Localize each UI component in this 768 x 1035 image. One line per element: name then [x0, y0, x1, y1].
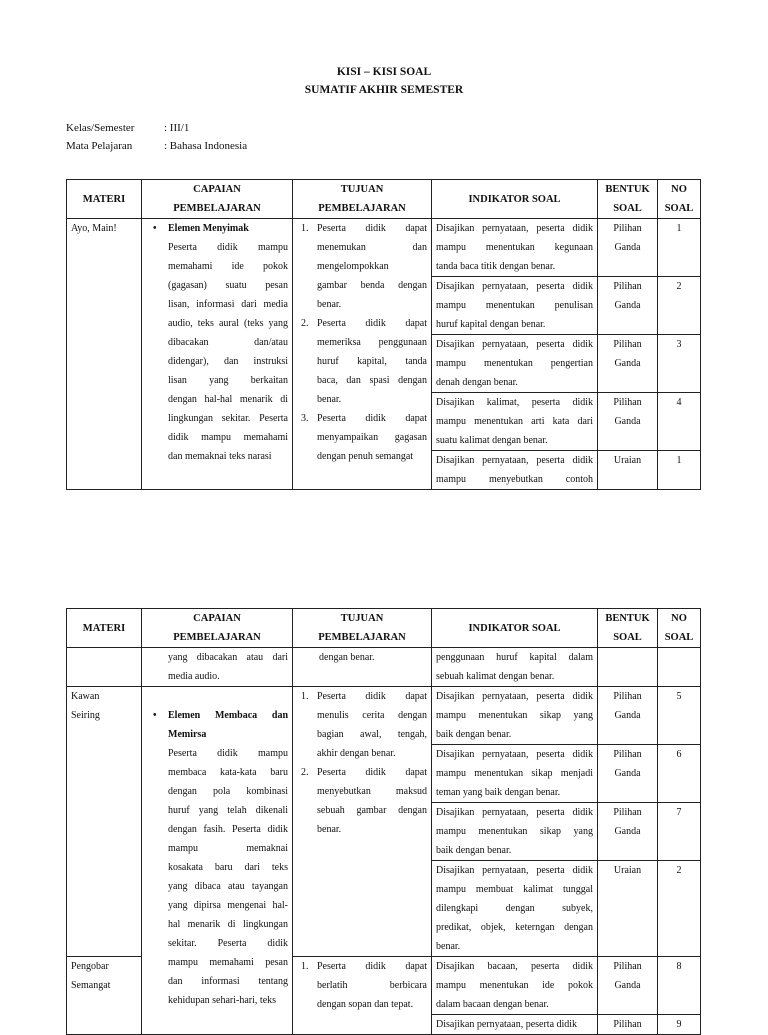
mapel-label: Mata Pelajaran [66, 140, 133, 152]
bentuk-line: Pilihan [613, 223, 642, 234]
col-tujuan-2: PEMBELAJARAN [318, 632, 406, 643]
kisi-table-1 [66, 179, 701, 490]
bentuk-line: Pilihan [613, 339, 642, 350]
col-capaian-1: CAPAIAN [193, 184, 241, 195]
indikator-line: mampu menentukan ide pokok [436, 980, 593, 991]
capaian-heading-line: Memirsa [168, 729, 207, 740]
bentuk-line: Pilihan [613, 691, 642, 702]
materi-cell: Ayo, Main! [67, 219, 142, 490]
capaian-text [146, 238, 288, 466]
capaian-line: Peserta didik mampu [168, 242, 288, 253]
col-capaian-2: PEMBELAJARAN [173, 632, 261, 643]
col-no-1: NO [671, 613, 687, 624]
indikator-item [432, 687, 597, 744]
capaian-heading [146, 706, 288, 744]
bentuk-item [598, 802, 657, 860]
bentuk-item [598, 744, 657, 802]
col-capaian [142, 180, 293, 219]
no-cell [658, 648, 701, 687]
materi-cell [67, 648, 142, 687]
col-indikator: INDIKATOR SOAL [432, 609, 598, 648]
tujuan-line: benar. [317, 394, 342, 405]
col-no-2: SOAL [664, 203, 694, 214]
tujuan-line: dengan benar. [319, 652, 375, 663]
indikator-cell [432, 957, 598, 1035]
table-header-row [67, 180, 701, 219]
bentuk-line: Ganda [614, 242, 641, 253]
capaian-line: lisan, informasi dari media [168, 299, 288, 310]
tujuan-item [297, 687, 427, 763]
tujuan-line: benar. [317, 824, 342, 835]
bentuk-line: Uraian [613, 865, 642, 876]
no-list [658, 957, 700, 1034]
indikator-line: mampu menyebutkan contoh [436, 474, 593, 485]
indikator-item [432, 334, 597, 392]
tujuan-line: berlatih berbicara [317, 980, 427, 991]
tujuan-number: 2. [301, 767, 309, 778]
bentuk-line: Ganda [614, 980, 641, 991]
indikator-item [432, 219, 597, 276]
materi-line: Pengobar [71, 961, 109, 972]
indikator-line: Disajikan pernyataan, peserta didik [436, 749, 593, 760]
table-row [67, 687, 701, 957]
indikator-list [432, 219, 597, 489]
tujuan-line: mengelompokkan [317, 261, 389, 272]
bentuk-list [598, 687, 657, 956]
indikator-line: denah dengan benar. [436, 377, 518, 388]
mapel-value: : Bahasa Indonesia [164, 140, 248, 152]
capaian-text [146, 744, 288, 1010]
tujuan-line: memeriksa penggunaan [317, 337, 427, 348]
indikator-line: baik dengan benar. [436, 729, 512, 740]
tujuan-line: dengan penuh semangat [317, 451, 414, 462]
indikator-line: mampu menentukan kegunaan [436, 242, 593, 253]
indikator-line: Disajikan pernyataan, peserta didik [436, 455, 593, 466]
tujuan-line: gambar benda dengan [317, 280, 427, 291]
col-no [658, 609, 701, 648]
info-kelas [66, 122, 189, 134]
no-item: 3 [658, 334, 700, 392]
indikator-line: Disajikan pernyataan, peserta didik [436, 281, 593, 292]
col-tujuan-1: TUJUAN [340, 184, 384, 195]
col-bentuk-1: BENTUK [605, 613, 650, 624]
info-mapel [66, 140, 247, 152]
indikator-item [432, 802, 597, 860]
col-bentuk [598, 180, 658, 219]
no-item: 8 [676, 961, 682, 972]
bentuk-list [598, 957, 657, 1034]
capaian-line: (gagasan) suatu pesan [168, 280, 288, 291]
no-cell [658, 687, 701, 957]
capaian-line: membaca kata-kata baru [168, 767, 288, 778]
no-item: 1 [658, 450, 700, 489]
tujuan-item [297, 314, 427, 409]
no-item: 7 [658, 802, 700, 860]
col-capaian [142, 609, 293, 648]
bentuk-cell [598, 687, 658, 957]
tujuan-line: menyampaikan gagasan [317, 432, 427, 443]
bentuk-line: Ganda [614, 416, 641, 427]
capaian-line: kehidupan sehari-hari, teks [168, 995, 277, 1006]
tujuan-line: akhir dengan benar. [317, 748, 396, 759]
bentuk-item [598, 392, 657, 450]
indikator-item [432, 957, 597, 1014]
bentuk-line: Pilihan [613, 807, 642, 818]
capaian-line: kosakata baru dari teks [168, 862, 288, 873]
tujuan-line: bagian awal, tengah, [317, 729, 427, 740]
tujuan-number: 2. [301, 318, 309, 329]
tujuan-line: sebuah gambar dengan [317, 805, 427, 816]
indikator-item [432, 860, 597, 956]
materi-line: Semangat [71, 980, 111, 991]
capaian-line: hal menarik di lingkungan [168, 919, 288, 930]
tujuan-line: Peserta didik dapat [317, 413, 427, 424]
tujuan-line: Peserta didik dapat [317, 318, 427, 329]
indikator-line: Disajikan pernyataan, peserta didik [436, 865, 593, 876]
indikator-line: Disajikan pernyataan, peserta didik [436, 807, 593, 818]
bentuk-item [598, 334, 657, 392]
indikator-cell [432, 648, 598, 687]
indikator-line: mampu menentukan penulisan [436, 300, 593, 311]
bentuk-line: Uraian [613, 455, 642, 466]
kelas-value: : III/1 [164, 122, 190, 134]
indikator-list [432, 957, 597, 1034]
bentuk-item [598, 450, 657, 489]
capaian-cell [142, 687, 293, 1035]
tujuan-line: dengan sopan dan tepat. [317, 999, 414, 1010]
indikator-line: suatu kalimat dengan benar. [436, 435, 548, 446]
materi-cell [67, 957, 142, 1035]
no-item: 2 [658, 860, 700, 956]
bentuk-item [598, 687, 657, 744]
tujuan-item [297, 763, 427, 839]
indikator-cell [432, 687, 598, 957]
indikator-line: Disajikan pernyataan, peserta didik [436, 1019, 578, 1030]
bentuk-list [598, 219, 657, 489]
col-materi: MATERI [67, 180, 142, 219]
tujuan-cell [293, 219, 432, 490]
capaian-line: mampu memaknai [168, 843, 288, 854]
bentuk-cell [598, 648, 658, 687]
col-capaian-1: CAPAIAN [193, 613, 241, 624]
col-no-1: NO [671, 184, 687, 195]
bentuk-line: Pilihan [613, 961, 642, 972]
col-tujuan [293, 180, 432, 219]
tujuan-number: 1. [301, 223, 309, 234]
materi-cell [67, 687, 142, 957]
capaian-line: huruf yang telah dikenali [168, 805, 288, 816]
capaian-line: yang dibaca atau tayangan [168, 881, 288, 892]
capaian-line: dengan pola kombinasi [168, 786, 288, 797]
col-bentuk-2: SOAL [613, 632, 642, 643]
tujuan-number: 3. [301, 413, 309, 424]
kelas-label: Kelas/Semester [66, 122, 135, 134]
capaian-line: lisan yang berkaitan [168, 375, 288, 386]
indikator-line: penggunaan huruf kapital dalam [436, 652, 593, 663]
tujuan-line: Peserta didik dapat [317, 767, 427, 778]
capaian-line: sekitar. Peserta didik [168, 938, 288, 949]
table-row [67, 648, 701, 687]
indikator-line: dalam bacaan dengan benar. [436, 999, 549, 1010]
indikator-item [432, 450, 597, 489]
bentuk-item [598, 276, 657, 334]
capaian-line: audio, teks aural (teks yang [168, 318, 288, 329]
tujuan-line: menemukan dan [317, 242, 427, 253]
tujuan-cell [293, 957, 432, 1035]
capaian-line: didik mampu memahami [168, 432, 288, 443]
capaian-line: dan informasi tentang [168, 976, 288, 987]
indikator-line: teman yang baik dengan benar. [436, 787, 561, 798]
indikator-item [432, 276, 597, 334]
tujuan-item [297, 219, 427, 314]
col-no-2: SOAL [664, 632, 694, 643]
tujuan-line: menyebutkan maksud [317, 786, 427, 797]
capaian-line: didengar), dan instruksi [168, 356, 288, 367]
doc-subtitle: SUMATIF AKHIR SEMESTER [304, 84, 464, 96]
indikator-line: benar. [436, 941, 461, 952]
bentuk-line: Ganda [614, 300, 641, 311]
no-cell [658, 219, 701, 490]
tujuan-line: Peserta didik dapat [317, 691, 427, 702]
col-no [658, 180, 701, 219]
indikator-line: Disajikan kalimat, peserta didik [436, 397, 593, 408]
bentuk-line: Pilihan [613, 1019, 642, 1030]
indikator-item [432, 1014, 597, 1034]
capaian-line: lingkungan sekitar. Peserta [168, 413, 288, 424]
capaian-line: dengan hal-hal menarik di [168, 394, 288, 405]
indikator-line: huruf kapital dengan benar. [436, 319, 546, 330]
capaian-line: yang dibacakan atau dari [168, 652, 288, 663]
capaian-line: dengan fasih. Peserta didik [168, 824, 288, 835]
bentuk-item [598, 957, 657, 1014]
col-materi: MATERI [67, 609, 142, 648]
col-tujuan [293, 609, 432, 648]
capaian-heading-line: • Elemen Membaca dan [168, 710, 288, 721]
indikator-line: mampu menentukan sikap yang [436, 710, 593, 721]
capaian-line: Peserta didik mampu [168, 748, 288, 759]
indikator-line: Disajikan pernyataan, peserta didik [436, 691, 593, 702]
tujuan-line: benar. [317, 299, 342, 310]
tujuan-item [297, 409, 427, 466]
bentuk-line: Ganda [614, 826, 641, 837]
no-item: 6 [658, 744, 700, 802]
bentuk-cell [598, 219, 658, 490]
capaian-cell [142, 219, 293, 490]
no-item: 4 [658, 392, 700, 450]
indikator-item [432, 392, 597, 450]
no-list [658, 219, 700, 489]
tujuan-line: Peserta didik dapat [317, 223, 427, 234]
bentuk-item [598, 1014, 657, 1034]
tujuan-cell [293, 687, 432, 957]
bentuk-item [598, 860, 657, 956]
no-item: 2 [658, 276, 700, 334]
tujuan-line: menulis cerita dengan [317, 710, 427, 721]
tujuan-line: Peserta didik dapat [317, 961, 427, 972]
materi-line: Kawan [71, 691, 100, 702]
table-row [67, 219, 701, 490]
tujuan-item [297, 957, 427, 1014]
no-item: 5 [676, 691, 682, 702]
col-indikator: INDIKATOR SOAL [432, 180, 598, 219]
indikator-line: baik dengan benar. [436, 845, 512, 856]
tujuan-number: 1. [301, 961, 309, 972]
capaian-cell [142, 648, 293, 687]
col-tujuan-1: TUJUAN [340, 613, 384, 624]
indikator-line: mampu menentukan arti kata dari [436, 416, 593, 427]
bentuk-line: Pilihan [613, 281, 642, 292]
capaian-line: dan memaknai teks narasi [168, 451, 272, 462]
indikator-line: dilengkapi dengan subyek, [436, 903, 593, 914]
indikator-line: sebuah kalimat dengan benar. [436, 671, 555, 682]
capaian-line: dibacakan dan/atau [168, 337, 288, 348]
materi-line: Seiring [71, 710, 100, 721]
capaian-line: memahami ide pokok [168, 261, 288, 272]
indikator-item [432, 744, 597, 802]
no-cell [658, 957, 701, 1035]
indikator-line: mampu membuat kalimat tunggal [436, 884, 593, 895]
indikator-cell [432, 219, 598, 490]
tujuan-cell [293, 648, 432, 687]
doc-title: KISI – KISI SOAL [336, 66, 432, 78]
indikator-line: predikat, objek, keterngan dengan [436, 922, 593, 933]
table-header-row [67, 609, 701, 648]
col-bentuk [598, 609, 658, 648]
indikator-line: Disajikan pernyataan, peserta didik [436, 339, 593, 350]
capaian-line: mampu memahami pesan [168, 957, 288, 968]
bentuk-item [598, 219, 657, 276]
tujuan-line: baca, dan spasi dengan [317, 375, 427, 386]
bentuk-line: Pilihan [613, 397, 642, 408]
bentuk-line: Pilihan [613, 749, 642, 760]
no-list [658, 687, 700, 956]
bentuk-line: Ganda [614, 358, 641, 369]
col-capaian-2: PEMBELAJARAN [173, 203, 261, 214]
indikator-line: mampu menentukan sikap menjadi [436, 768, 593, 779]
bentuk-line: Ganda [614, 768, 641, 779]
capaian-line: media audio. [168, 671, 220, 682]
col-tujuan-2: PEMBELAJARAN [318, 203, 406, 214]
indikator-line: Disajikan bacaan, peserta didik [436, 961, 593, 972]
no-item: 9 [658, 1014, 700, 1034]
bentuk-cell [598, 957, 658, 1035]
indikator-line: Disajikan pernyataan, peserta didik [436, 223, 593, 234]
capaian-text [146, 648, 288, 686]
capaian-line: yang dipirsa mengenai hal- [168, 900, 288, 911]
kisi-table-2 [66, 608, 701, 1035]
capaian-heading: • Elemen Menyimak [146, 219, 288, 238]
indikator-list [432, 687, 597, 956]
no-item: 1 [676, 223, 682, 234]
indikator-line: tanda baca titik dengan benar. [436, 261, 556, 272]
tujuan-line: huruf kapital, tanda [317, 356, 427, 367]
tujuan-number: 1. [301, 691, 309, 702]
bentuk-line: Ganda [614, 710, 641, 721]
col-bentuk-2: SOAL [613, 203, 642, 214]
col-bentuk-1: BENTUK [605, 184, 650, 195]
indikator-line: mampu menentukan pengertian [436, 358, 593, 369]
indikator-line: mampu menentukan sikap yang [436, 826, 593, 837]
